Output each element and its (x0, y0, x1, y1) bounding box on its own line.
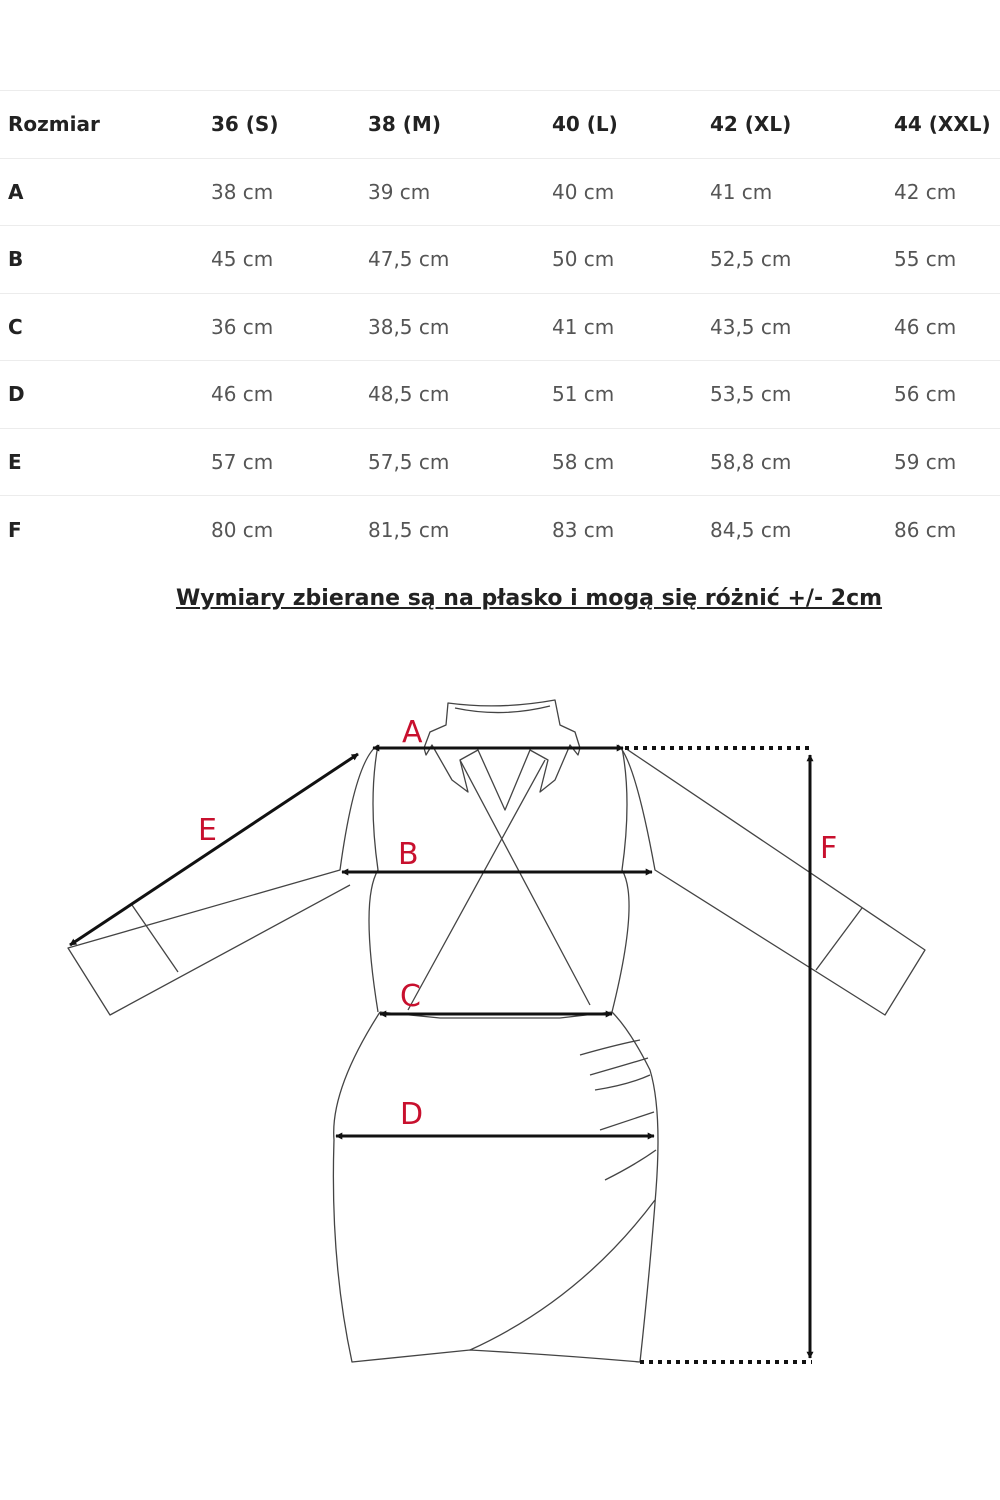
table-cell: 43,5 cm (710, 314, 792, 339)
table-cell: 46 cm (894, 314, 957, 339)
table-cell: 45 cm (211, 247, 274, 272)
dress-outline (68, 700, 925, 1362)
left-cuff (132, 905, 178, 972)
table-cell: 81,5 cm (368, 517, 450, 542)
header-cell: 38 (M) (368, 112, 441, 137)
table-cell: 59 cm (894, 449, 957, 474)
header-cell: Rozmiar (8, 112, 100, 137)
row-label: D (8, 382, 25, 407)
row-label: E (8, 449, 22, 474)
skirt-wrap (470, 1200, 655, 1350)
label-e: E (198, 813, 217, 848)
table-header-row (0, 91, 1000, 159)
table-row (0, 226, 1000, 294)
row-label: C (8, 314, 23, 339)
table-cell: 50 cm (552, 247, 615, 272)
header-cell: 42 (XL) (710, 112, 792, 137)
f-guides (625, 748, 812, 1362)
skirt (333, 1012, 658, 1362)
table-cell: 46 cm (211, 382, 274, 407)
table-cell: 52,5 cm (710, 247, 792, 272)
table-cell: 57 cm (211, 449, 274, 474)
table-cell: 47,5 cm (368, 247, 450, 272)
ruching-3 (595, 1075, 650, 1090)
header-cell: 40 (L) (552, 112, 618, 137)
table-cell: 41 cm (710, 179, 773, 204)
measurement-arrows (70, 748, 810, 1358)
table-row (0, 496, 1000, 564)
right-cuff (816, 908, 862, 970)
dress-diagram (0, 640, 1000, 1400)
table-cell: 51 cm (552, 382, 615, 407)
label-c: C (400, 979, 421, 1014)
table-cell: 40 cm (552, 179, 615, 204)
table-row (0, 158, 1000, 226)
table-cell: 57,5 cm (368, 449, 450, 474)
label-d: D (400, 1097, 424, 1132)
table-cell: 38,5 cm (368, 314, 450, 339)
size-table (0, 90, 1000, 563)
ruching-5 (605, 1150, 656, 1180)
ruching-1 (580, 1040, 640, 1055)
table-cell: 86 cm (894, 517, 957, 542)
table-cell: 58,8 cm (710, 449, 792, 474)
label-b: B (398, 837, 419, 872)
table-row (0, 428, 1000, 496)
table-cell: 56 cm (894, 382, 957, 407)
row-label: A (8, 179, 24, 204)
table-cell: 36 cm (211, 314, 274, 339)
table-row (0, 293, 1000, 361)
table-row (0, 361, 1000, 429)
label-f: F (820, 831, 838, 866)
arrow-e (70, 754, 358, 945)
table-cell: 39 cm (368, 179, 431, 204)
label-a: A (402, 715, 423, 750)
left-sleeve (68, 745, 378, 1015)
bodice-right (612, 748, 629, 1012)
table-cell: 58 cm (552, 449, 615, 474)
measurement-note: Wymiary zbierane są na płasko i mogą się różnić +/- 2cm (175, 586, 883, 611)
table-cell: 48,5 cm (368, 382, 450, 407)
row-label: F (8, 517, 22, 542)
bodice-left (369, 745, 378, 1012)
table-cell: 38 cm (211, 179, 274, 204)
row-label: B (8, 247, 24, 272)
table-cell: 80 cm (211, 517, 274, 542)
table-cell: 55 cm (894, 247, 957, 272)
table-cell: 41 cm (552, 314, 615, 339)
header-cell: 44 (XXL) (894, 112, 991, 137)
table-cell: 53,5 cm (710, 382, 792, 407)
table-cell: 83 cm (552, 517, 615, 542)
right-sleeve (618, 745, 925, 1015)
collar (424, 700, 580, 810)
wrap-line-right (408, 760, 545, 1010)
table-cell: 42 cm (894, 179, 957, 204)
ruching-4 (600, 1112, 654, 1130)
ruching-2 (590, 1058, 648, 1075)
collar-inner (455, 706, 550, 713)
table-cell: 84,5 cm (710, 517, 792, 542)
header-cell: 36 (S) (211, 112, 279, 137)
